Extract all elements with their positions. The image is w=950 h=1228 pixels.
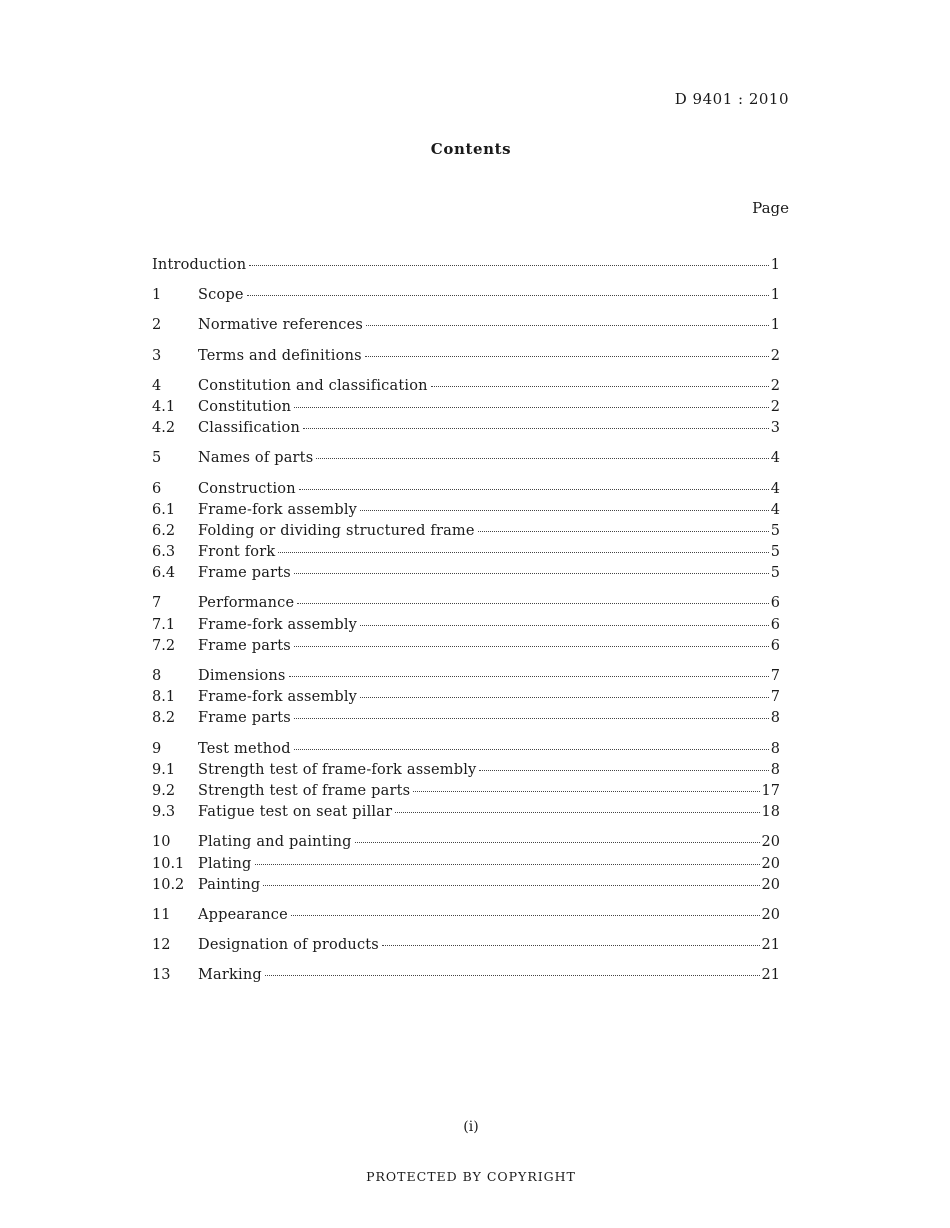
dot-leader (431, 385, 769, 387)
toc-entry-page: 20 (761, 834, 780, 851)
toc-entry[interactable] (152, 760, 780, 781)
dot-leader (278, 551, 768, 553)
toc-entry-title: Scope (198, 287, 244, 304)
toc-entry-page: 7 (770, 689, 780, 706)
toc-entry-number: 6 (152, 480, 162, 497)
toc-entry-number: 4 (152, 377, 162, 394)
toc-entry-page: 6 (770, 595, 780, 612)
toc-entry[interactable] (152, 593, 780, 614)
dot-leader (316, 457, 768, 459)
toc-entry-page: 8 (770, 710, 780, 727)
dot-leader (360, 509, 769, 511)
toc-entry-title: Plating (198, 855, 252, 872)
toc-entry-page: 20 (761, 906, 780, 923)
toc-entry[interactable] (152, 739, 780, 760)
toc-entry-title: Classification (198, 420, 300, 437)
toc-entry[interactable] (152, 636, 780, 657)
dot-leader (299, 488, 769, 490)
toc-entry-number: 13 (152, 967, 171, 984)
toc-entry[interactable] (152, 448, 780, 469)
dot-leader (297, 602, 768, 604)
dot-leader (365, 355, 769, 357)
toc-entry-page: 20 (761, 876, 780, 893)
toc-entry-number: 8.1 (152, 689, 176, 706)
dot-leader (255, 863, 760, 865)
toc-entry[interactable] (152, 376, 780, 397)
dot-leader (479, 769, 768, 771)
toc-entry[interactable] (152, 687, 780, 708)
toc-entry-title: Folding or dividing structured frame (198, 522, 475, 539)
toc-entry[interactable] (152, 521, 780, 542)
toc-entry-title: Dimensions (198, 668, 286, 684)
toc-entry-title: Frame-fork assembly (198, 689, 358, 706)
toc-entry-title: Frame-fork assembly (198, 501, 358, 518)
toc-entry-number: 9.3 (152, 804, 176, 821)
toc-entry-page: 20 (761, 855, 780, 872)
toc-entry[interactable] (152, 708, 780, 729)
toc-entry-title: Strength test of frame-fork assembly (198, 761, 477, 778)
dot-leader (360, 696, 769, 698)
toc-entry[interactable] (152, 781, 780, 802)
dot-leader (366, 324, 769, 326)
toc-entry-number: 6.1 (152, 501, 176, 518)
toc-entry-title: Frame-fork assembly (198, 616, 358, 633)
dot-leader (263, 884, 759, 886)
toc-entry-title: Frame parts (198, 710, 291, 727)
toc-entry-page: 6 (770, 637, 780, 654)
toc-entry[interactable] (152, 285, 780, 306)
dot-leader (395, 811, 759, 813)
toc-entry-number: 4.1 (152, 398, 176, 415)
toc-entry-title: Frame parts (198, 637, 291, 654)
toc-entry-title: Performance (198, 595, 295, 612)
toc-entry-page: 1 (770, 317, 780, 334)
dot-leader (291, 914, 760, 916)
toc-entry-title: Names of parts (198, 450, 314, 467)
toc-entry[interactable] (152, 905, 780, 926)
toc-entry-page: 5 (770, 522, 780, 539)
toc-entry-title: Normative references (198, 317, 364, 334)
dot-leader (265, 974, 760, 976)
toc-entry[interactable] (152, 802, 780, 823)
toc-entry-number: 5 (152, 450, 162, 467)
toc-entry-title: Strength test of frame parts (198, 782, 411, 799)
toc-entry[interactable] (152, 965, 780, 986)
toc-entry[interactable] (152, 500, 780, 521)
toc-entry[interactable] (152, 479, 780, 500)
toc-entry-number: 7.1 (152, 616, 176, 633)
toc-entry[interactable] (152, 832, 780, 853)
toc-entry-title: Frame parts (198, 565, 291, 582)
toc-entry-number: 12 (152, 937, 171, 954)
toc-entry-number: 3 (152, 347, 162, 364)
table-of-contents (152, 255, 780, 986)
toc-entry-page: 5 (770, 544, 780, 561)
toc-entry-number: 9.1 (152, 761, 176, 778)
toc-entry-title: Introduction (152, 257, 247, 273)
dot-leader (289, 675, 769, 677)
toc-entry-page: 2 (770, 398, 780, 415)
toc-entry[interactable] (152, 346, 780, 367)
toc-entry-number: 9 (152, 740, 162, 757)
toc-entry[interactable] (152, 397, 780, 418)
toc-entry-page: 8 (770, 740, 780, 757)
toc-entry-title: Fatigue test on seat pillar (198, 804, 393, 821)
dot-leader (360, 624, 769, 626)
toc-entry-number: 10 (152, 834, 171, 851)
dot-leader (249, 264, 769, 266)
dot-leader (294, 717, 769, 719)
toc-entry[interactable] (152, 542, 780, 563)
toc-entry-page: 1 (770, 257, 780, 273)
page-column-label: Page (752, 199, 789, 217)
toc-entry[interactable] (152, 563, 780, 584)
toc-entry[interactable] (152, 854, 780, 875)
dot-leader (294, 406, 769, 408)
page-title: Contents (430, 140, 512, 158)
toc-entry[interactable] (152, 666, 780, 687)
toc-entry-page: 5 (770, 565, 780, 582)
toc-entry-page: 18 (761, 804, 780, 821)
toc-entry-title: Appearance (198, 906, 288, 923)
toc-entry[interactable] (152, 315, 780, 336)
toc-entry-number: 1 (152, 287, 162, 304)
dot-leader (382, 944, 760, 946)
toc-entry[interactable] (152, 875, 780, 896)
toc-entry-title: Plating and painting (198, 834, 352, 851)
toc-entry-number: 10.1 (152, 855, 185, 872)
toc-entry-number: 6.3 (152, 544, 176, 561)
dot-leader (294, 748, 769, 750)
toc-entry-page: 4 (770, 480, 780, 497)
toc-entry-number: 9.2 (152, 782, 176, 799)
toc-entry-number: 7 (152, 595, 162, 612)
toc-entry-number: 10.2 (152, 876, 185, 893)
toc-entry-number: 7.2 (152, 637, 176, 654)
toc-entry-page: 8 (770, 761, 780, 778)
toc-entry-page: 6 (770, 616, 780, 633)
toc-entry-title: Construction (198, 480, 296, 497)
toc-entry-title: Designation of products (198, 937, 379, 954)
toc-entry-title: Painting (198, 876, 261, 893)
toc-entry-title: Constitution (198, 398, 292, 415)
dot-leader (303, 427, 769, 429)
toc-entry-number: 8.2 (152, 710, 176, 727)
toc-entry-page: 1 (770, 287, 780, 304)
toc-entry-number: 4.2 (152, 420, 176, 437)
dot-leader (413, 790, 759, 792)
toc-entry-page: 21 (761, 967, 780, 984)
toc-entry-page: 4 (770, 501, 780, 518)
toc-entry[interactable] (152, 615, 780, 636)
toc-entry-title: Marking (198, 967, 262, 984)
toc-entry-title: Test method (198, 740, 291, 757)
dot-leader (294, 645, 769, 647)
toc-entry[interactable] (152, 255, 780, 276)
toc-entry-number: 6.2 (152, 522, 176, 539)
toc-entry-number: 2 (152, 317, 162, 334)
toc-entry-number: 6.4 (152, 565, 176, 582)
copyright-notice: PROTECTED BY COPYRIGHT (366, 1169, 576, 1184)
toc-entry-page: 3 (770, 420, 780, 437)
toc-entry-title: Front fork (198, 544, 276, 561)
dot-leader (247, 294, 769, 296)
toc-entry-title: Terms and definitions (198, 347, 362, 364)
toc-entry[interactable] (152, 935, 780, 956)
dot-leader (478, 530, 769, 532)
toc-entry-number: 8 (152, 668, 162, 684)
toc-entry-page: 4 (770, 450, 780, 467)
toc-entry-page: 17 (761, 782, 780, 799)
dot-leader (355, 841, 760, 843)
toc-entry[interactable] (152, 418, 780, 439)
toc-entry-page: 7 (770, 668, 780, 684)
toc-entry-page: 2 (770, 377, 780, 394)
toc-entry-title: Constitution and classification (198, 377, 428, 394)
document-id: D 9401 : 2010 (674, 90, 789, 108)
toc-entry-page: 2 (770, 347, 780, 364)
toc-entry-number: 11 (152, 906, 171, 923)
footer-page-number: (i) (463, 1119, 479, 1135)
toc-entry-page: 21 (761, 937, 780, 954)
dot-leader (294, 572, 769, 574)
